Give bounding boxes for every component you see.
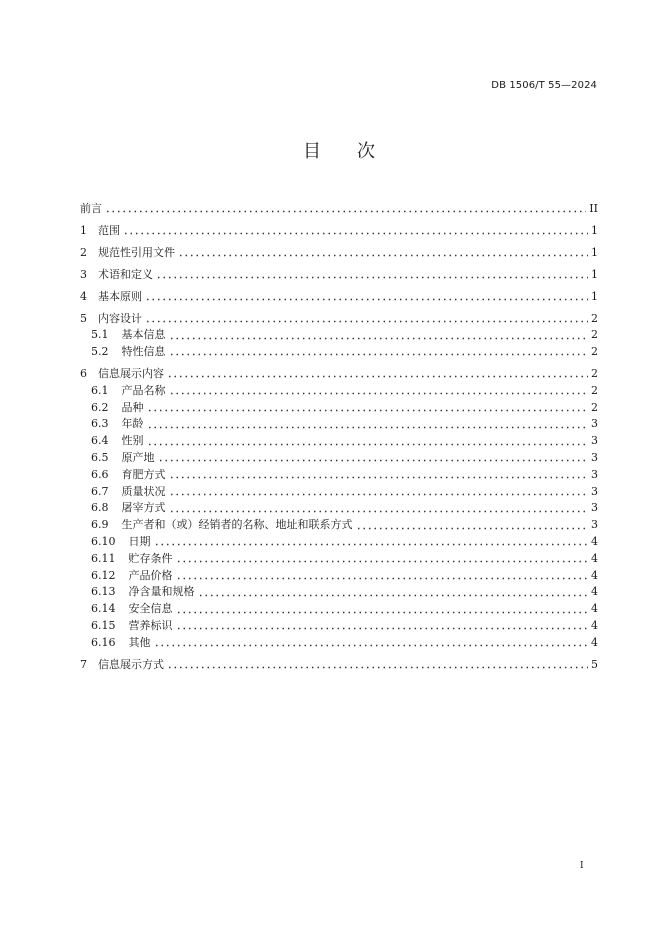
toc-entry-number: 5 — [80, 311, 87, 325]
toc-entry-number: 6.1 — [91, 383, 109, 397]
toc-entry-page: 1 — [591, 289, 598, 303]
toc-entry[interactable] — [80, 467, 598, 484]
toc-dot-leader — [169, 327, 589, 344]
toc-dot-leader — [169, 467, 589, 484]
toc-entry-label: 原产地 — [121, 451, 155, 465]
toc-entry-page: 2 — [591, 328, 598, 342]
toc-entry-label: 产品价格 — [128, 568, 173, 582]
toc-entry-number: 5.2 — [91, 345, 109, 359]
toc-entry-label: 基本原则 — [98, 289, 142, 303]
toc-entry-page: 2 — [591, 367, 598, 381]
toc-entry-label: 前言 — [80, 201, 102, 215]
toc-entry[interactable] — [80, 568, 598, 585]
toc-entry-label: 安全信息 — [128, 602, 173, 616]
toc-entry[interactable] — [80, 433, 598, 450]
toc-entry[interactable] — [80, 618, 598, 635]
toc-entry[interactable] — [80, 657, 598, 674]
toc-dot-leader — [147, 400, 589, 417]
toc-entry-number: 1 — [80, 223, 87, 237]
toc-entry-label: 内容设计 — [98, 311, 142, 325]
toc-entry-label: 信息展示内容 — [98, 367, 164, 381]
toc-entry-page: 3 — [591, 451, 598, 465]
toc-entry-number: 3 — [80, 267, 87, 281]
toc-entry[interactable] — [80, 245, 598, 262]
toc-entry-label: 质量状况 — [121, 484, 166, 498]
toc-entry-number: 6.15 — [91, 619, 116, 633]
toc-entry-label: 特性信息 — [121, 345, 166, 359]
toc-dot-leader — [123, 223, 588, 240]
toc-entry[interactable] — [80, 635, 598, 652]
toc-entry-page: 2 — [591, 400, 598, 414]
toc-entry-page: 4 — [591, 619, 598, 633]
toc-entry-page: 4 — [591, 551, 598, 565]
toc-dot-leader — [356, 517, 589, 534]
toc-entry-label: 营养标识 — [128, 619, 173, 633]
toc-entry[interactable] — [80, 517, 598, 534]
toc-entry[interactable] — [80, 267, 598, 284]
toc-entry-number: 6.14 — [91, 602, 116, 616]
toc-entry-number: 5.1 — [91, 328, 109, 342]
toc-entry-page: 3 — [591, 518, 598, 532]
toc-entry[interactable] — [80, 383, 598, 400]
toc-dot-leader — [169, 484, 589, 501]
toc-dot-leader — [176, 601, 589, 618]
toc-entry-page: 2 — [591, 345, 598, 359]
toc-entry-number: 6.7 — [91, 484, 109, 498]
toc-entry-number: 4 — [80, 289, 87, 303]
toc-entry[interactable] — [80, 327, 598, 344]
toc-dot-leader — [145, 289, 588, 306]
toc-entry-number: 6.3 — [91, 417, 109, 431]
toc-entry-number: 6.4 — [91, 434, 109, 448]
toc-entry-page: 3 — [591, 434, 598, 448]
toc-entry[interactable] — [80, 601, 598, 618]
toc-entry-page: II — [589, 201, 598, 215]
toc-entry-page: 3 — [591, 467, 598, 481]
toc-dot-leader — [169, 344, 589, 361]
toc-entry[interactable] — [80, 311, 598, 328]
toc-entry-label: 品种 — [121, 400, 144, 414]
toc-entry-number: 2 — [80, 245, 87, 259]
toc-entry[interactable] — [80, 450, 598, 467]
toc-dot-leader — [156, 267, 588, 284]
document-code: DB 1506/T 55—2024 — [491, 80, 597, 91]
toc-entry-page: 1 — [591, 223, 598, 237]
toc-entry-number: 6.5 — [91, 451, 109, 465]
toc-entry-label: 日期 — [128, 535, 151, 549]
toc-entry[interactable] — [80, 400, 598, 417]
toc-entry-page: 1 — [591, 267, 598, 281]
toc-entry-number: 6.16 — [91, 635, 116, 649]
toc-entry-number: 6.6 — [91, 467, 109, 481]
toc-entry-number: 6.12 — [91, 568, 116, 582]
page-title: 目 次 — [303, 141, 375, 162]
toc-entry-label: 信息展示方式 — [98, 657, 164, 671]
toc-dot-leader — [169, 383, 589, 400]
toc-entry[interactable] — [80, 584, 598, 601]
toc-entry-label: 产品名称 — [121, 383, 166, 397]
toc-entry[interactable] — [80, 366, 598, 383]
toc-entry-label: 贮存条件 — [128, 551, 173, 565]
toc-entry-page: 4 — [591, 535, 598, 549]
toc-entry-number: 6.11 — [91, 551, 116, 565]
toc-entry-page: 3 — [591, 484, 598, 498]
toc-entry[interactable] — [80, 201, 598, 218]
toc-entry[interactable] — [80, 223, 598, 240]
toc-entry-page: 3 — [591, 417, 598, 431]
toc-entry-label: 性别 — [121, 434, 144, 448]
toc-dot-leader — [167, 366, 588, 383]
toc-entry[interactable] — [80, 344, 598, 361]
toc-entry-label: 育肥方式 — [121, 467, 166, 481]
toc-dot-leader — [167, 657, 588, 674]
toc-dot-leader — [154, 635, 589, 652]
toc-entry-number: 6.2 — [91, 400, 109, 414]
toc-dot-leader — [178, 245, 588, 262]
toc-dot-leader — [105, 201, 586, 218]
toc-entry-number: 7 — [80, 657, 87, 671]
toc-dot-leader — [158, 450, 589, 467]
toc-entry-label: 净含量和规格 — [128, 585, 195, 599]
toc-dot-leader — [145, 311, 588, 328]
toc-dot-leader — [147, 416, 589, 433]
toc-entry-number: 6.10 — [91, 535, 116, 549]
toc-dot-leader — [198, 584, 589, 601]
toc-entry-page: 2 — [591, 383, 598, 397]
toc-entry-label: 其他 — [128, 635, 151, 649]
toc-entry-page: 4 — [591, 568, 598, 582]
toc-entry-number: 6.8 — [91, 501, 109, 515]
toc-entry-page: 4 — [591, 585, 598, 599]
toc-dot-leader — [176, 568, 589, 585]
footer-page-number: I — [580, 861, 584, 871]
toc-entry-label: 基本信息 — [121, 328, 166, 342]
toc-entry-number: 6 — [80, 367, 87, 381]
toc-dot-leader — [176, 618, 589, 635]
toc-entry[interactable] — [80, 416, 598, 433]
toc-entry-label: 生产者和（或）经销者的名称、地址和联系方式 — [121, 518, 353, 532]
table-of-contents — [80, 201, 598, 674]
toc-dot-leader — [147, 433, 589, 450]
toc-entry[interactable] — [80, 500, 598, 517]
toc-entry-label: 规范性引用文件 — [98, 245, 175, 259]
toc-entry-page: 4 — [591, 602, 598, 616]
toc-entry-page: 5 — [591, 657, 598, 671]
toc-entry-page: 2 — [591, 311, 598, 325]
toc-entry[interactable] — [80, 289, 598, 306]
toc-entry[interactable] — [80, 534, 598, 551]
toc-entry[interactable] — [80, 551, 598, 568]
toc-dot-leader — [169, 500, 589, 517]
toc-entry-label: 年龄 — [121, 417, 144, 431]
toc-entry-label: 范围 — [98, 223, 120, 237]
toc-entry-number: 6.9 — [91, 518, 109, 532]
toc-entry-number: 6.13 — [91, 585, 116, 599]
toc-entry-label: 术语和定义 — [98, 267, 153, 281]
toc-entry-label: 屠宰方式 — [121, 501, 166, 515]
toc-dot-leader — [154, 534, 589, 551]
toc-dot-leader — [176, 551, 589, 568]
toc-entry-page: 1 — [591, 245, 598, 259]
toc-entry-page: 3 — [591, 501, 598, 515]
toc-entry-page: 4 — [591, 635, 598, 649]
toc-entry[interactable] — [80, 484, 598, 501]
